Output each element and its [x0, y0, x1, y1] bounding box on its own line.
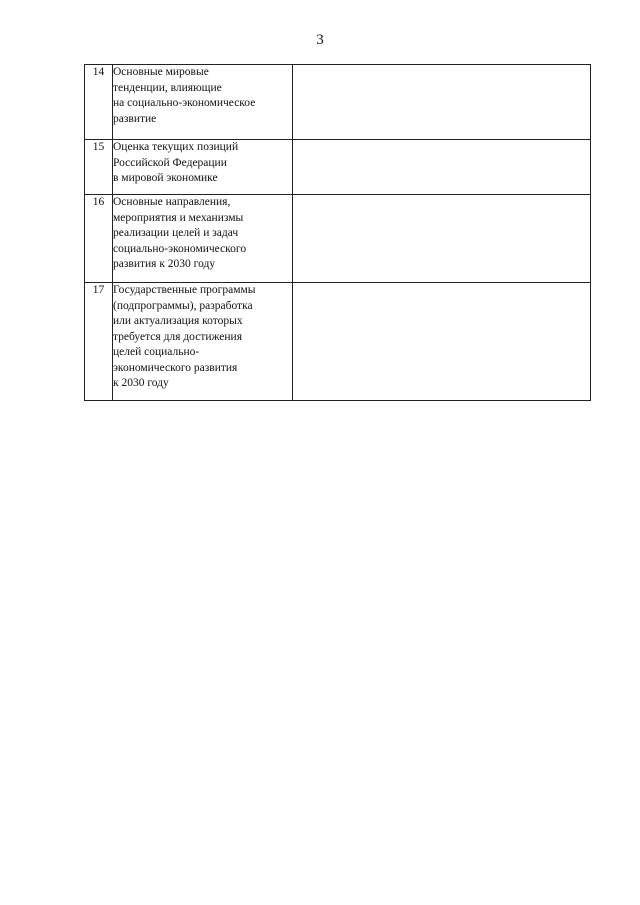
- label-line: (подпрограммы), разработка: [113, 299, 253, 312]
- label-line: социально-экономического: [113, 242, 247, 255]
- label-line: Государственные программы: [113, 284, 256, 296]
- label-line: Оценка текущих позиций: [113, 141, 239, 153]
- row-value-cell: [293, 283, 591, 401]
- label-line: Российской Федерации: [113, 156, 227, 169]
- table-row: [85, 65, 591, 140]
- table-row: [85, 283, 591, 401]
- table-row: [85, 140, 591, 195]
- page-number: 3: [316, 32, 324, 48]
- label-line: или актуализация которых: [113, 315, 243, 327]
- row-label: [113, 65, 293, 140]
- label-line: Основные мировые: [113, 66, 209, 78]
- document-table: [84, 64, 591, 401]
- label-line: к 2030 году: [113, 377, 169, 389]
- label-line: на социально-экономическое: [113, 97, 256, 109]
- row-label: [113, 195, 293, 283]
- row-number: 15: [85, 140, 113, 195]
- label-line: экономического развития: [113, 361, 238, 374]
- row-value-cell: [293, 140, 591, 195]
- row-number: 16: [85, 195, 113, 283]
- label-line: целей социально-: [113, 346, 200, 358]
- label-line: требуется для достижения: [113, 330, 242, 343]
- label-line: в мировой экономике: [113, 172, 218, 184]
- table-row: [85, 195, 591, 283]
- label-line: тенденции, влияющие: [113, 81, 222, 94]
- row-number: 17: [85, 283, 113, 401]
- row-label: [113, 140, 293, 195]
- row-number: 14: [85, 65, 113, 140]
- label-line: Основные направления,: [113, 196, 231, 208]
- label-line: развития к 2030 году: [113, 258, 216, 270]
- row-label: [113, 283, 293, 401]
- row-value-cell: [293, 195, 591, 283]
- row-value-cell: [293, 65, 591, 140]
- label-line: реализации целей и задач: [113, 227, 239, 239]
- label-line: развитие: [113, 112, 157, 125]
- label-line: мероприятия и механизмы: [113, 211, 244, 224]
